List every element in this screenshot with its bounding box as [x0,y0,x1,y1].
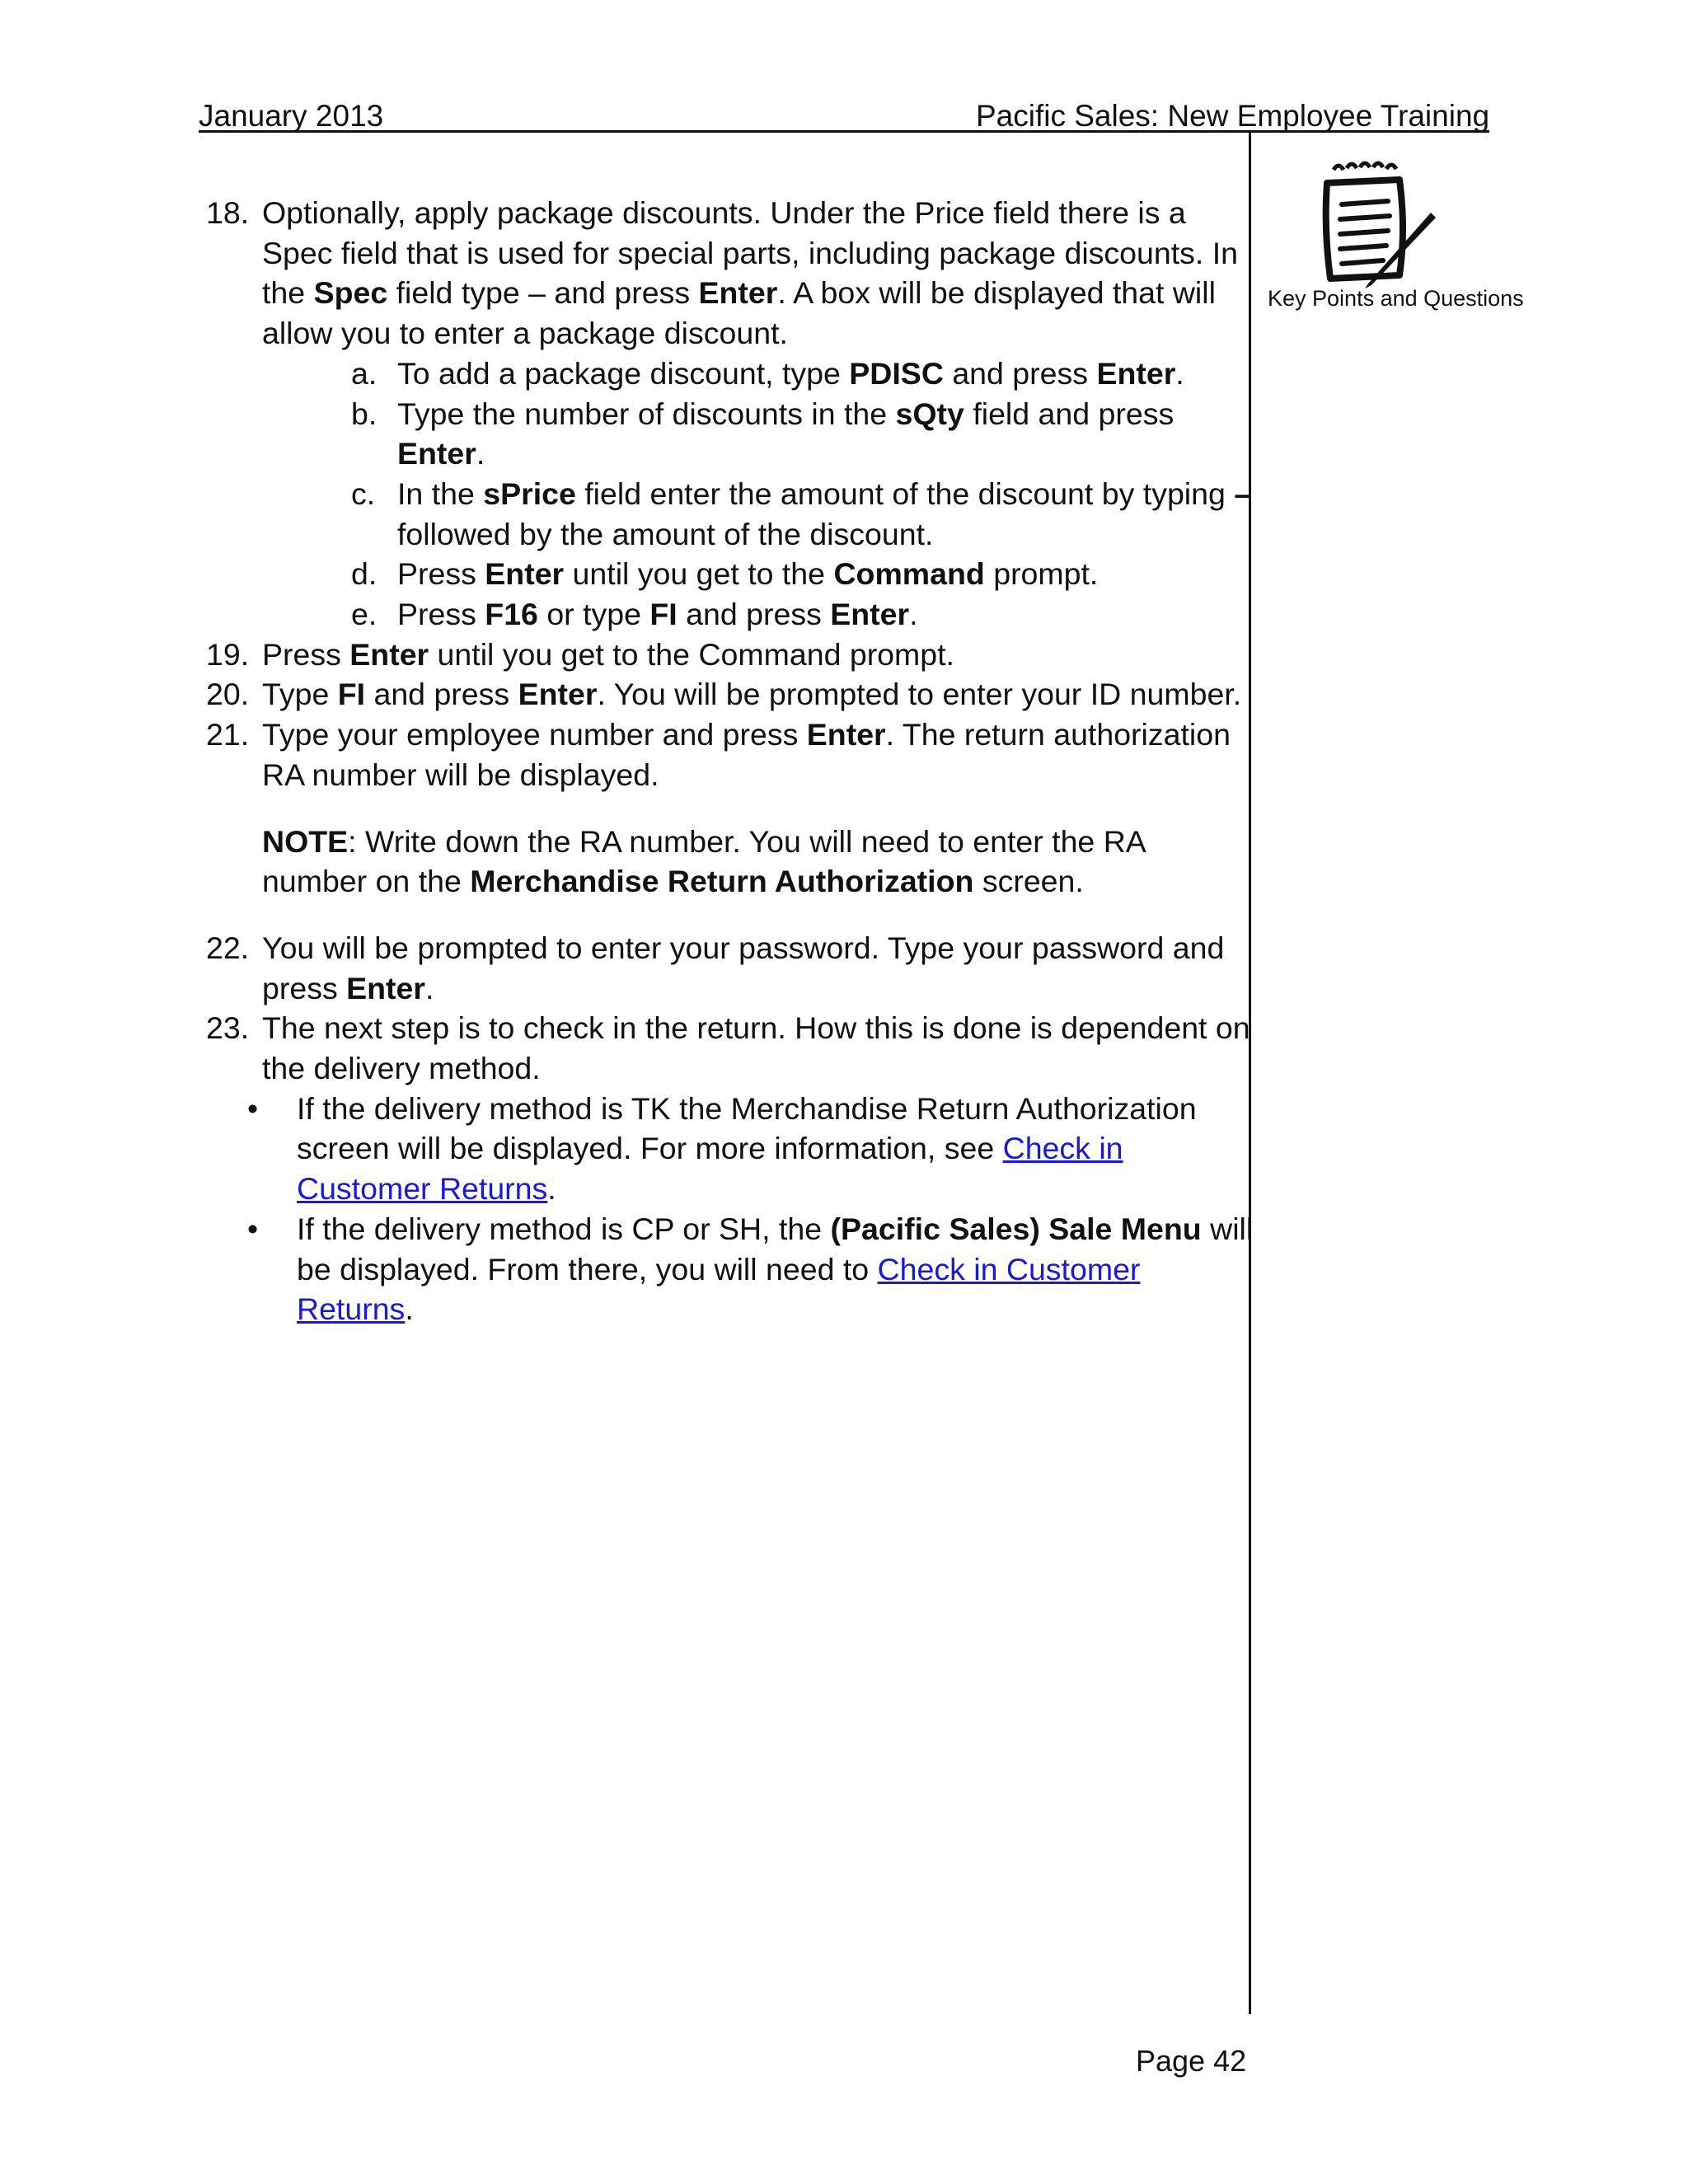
step-number: 18. [206,195,250,230]
substep-letter: e. [351,597,377,632]
step-20: 20. Type FI and press Enter. You will be prompted to enter your ID number. [206,674,1240,715]
step-number: 23. [206,1010,250,1046]
step-text: Spec field that is used for special parts, including package discounts. In [262,235,1239,270]
notepad-pencil-icon [1309,155,1441,290]
step-number: 20. [206,677,250,712]
check-in-customer-returns-link[interactable]: Customer Returns [297,1171,548,1207]
step-text: allow you to enter a package discount. [262,316,788,351]
step-18 [206,193,1240,354]
step-23: 23. The next step is to check in the return. How this is done is dependent on the delivery method. [206,1008,1240,1088]
step-22: 22. You will be prompted to enter your password. Type your password and press Enter. [206,928,1240,1008]
substep-letter: b. [351,396,377,431]
check-in-customer-returns-link[interactable]: Returns [297,1291,406,1327]
step-number: 21. [206,717,250,752]
substep-a: a. To add a package discount, type PDISC and press Enter. [206,354,1240,394]
substep-c: c. In the sPrice field enter the amount of the discount by typing – followed by the amount of the discount. [206,474,1240,554]
substep-d: d. Press Enter until you get to the Command prompt. [206,554,1240,594]
sidebar-divider [1249,130,1251,2014]
substep-b: b. Type the number of discounts in the sQty field and press Enter. [206,394,1240,474]
step-text: the Spec field type – and press Enter. A box will be displayed that will [262,275,1216,311]
header-date: January 2013 [199,99,384,133]
substep-e: e. Press F16 or type FI and press Enter. [206,594,1240,635]
bullet-item: • If the delivery method is TK the Merchandise Return Authorization screen will be displayed. For more information, see Check in Customer Returns. [206,1089,1240,1209]
bullet-dot: • [247,1211,259,1246]
header-rule [199,130,1489,133]
substep-letter: c. [351,476,376,511]
check-in-customer-returns-link[interactable]: Check in Customer [877,1251,1141,1286]
bullet-dot: • [247,1090,259,1126]
step-text: Optionally, apply package discounts. Under the Price field there is a [262,195,1186,230]
step-19: 19. Press Enter until you get to the Command prompt. [206,635,1240,675]
substep-letter: d. [351,556,377,592]
page-number: Page 42 [1136,2044,1247,2078]
step-number: 19. [206,636,250,672]
check-in-customer-returns-link[interactable]: Check in [1002,1131,1123,1166]
instruction-body [206,193,1254,1329]
header-title: Pacific Sales: New Employee Training [976,99,1490,133]
step-21: 21. Type your employee number and press Enter. The return authorization RA number will be displayed. [206,715,1240,794]
key-points-label: Key Points and Questions [1268,286,1524,311]
note-block: NOTE: Write down the RA number. You will need to enter the RA number on the Merchandise Return Authorization screen. [262,823,1146,899]
bullet-item: • If the delivery method is CP or SH, the (Pacific Sales) Sale Menu will be displayed. From there, you will need to Check in Customer Returns. [206,1209,1240,1329]
step-number: 22. [206,930,250,965]
substep-letter: a. [351,355,377,391]
